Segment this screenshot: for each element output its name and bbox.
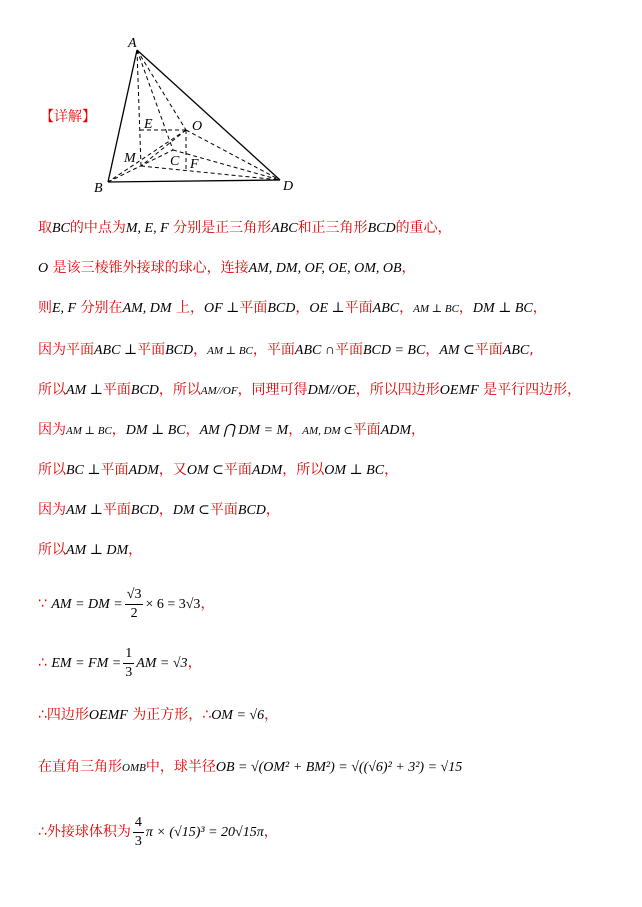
solution-line-12: ∴四边形OEMF 为正方形，∴OM = √6， [38,707,279,723]
point-label-d: D [283,179,294,194]
solution-line-13: 在直角三角形OMB中，球半径OB = √(OM² + BM²) = √((√6)² + 3²) = √15 [38,759,463,775]
solution-line-1: 取BC的中点为M, E, F 分别是正三角形ABC和正三角形BCD的重心， [38,220,452,236]
solution-label: 【详解】 [40,109,96,125]
solution-line-14: ∴外接球体积为 $\frac{4}{3}$ π × (√15)³ = 20√15π， [38,814,278,849]
solution-line-8: 因为AM ⊥平面BCD，DM ⊂平面BCD， [38,502,280,518]
fraction-four-thirds: $\frac{4}{3}$ [134,814,142,849]
solution-line-11: ∴ EM = FM = $\frac{1}{3}$ AM = √3， [38,645,202,680]
point-label-c: C [170,154,180,169]
point-label-b: B [94,181,103,195]
solution-line-10: ∵ AM = DM = $\frac{√3}{2}$ × 6 = 3√3， [38,586,215,621]
segment-am [137,50,141,166]
point-label-m: M [124,151,136,166]
solution-line-4: 因为平面ABC ⊥平面BCD，AM ⊥ BC，平面ABC ∩平面BCD = BC，AM ⊂平面ABC, [38,342,534,358]
solution-line-2: O 是该三棱锥外接球的球心，连接AM, DM, OF, OE, OM, OB， [38,260,416,276]
solution-line-6: 因为AM ⊥ BC，DM ⊥ BC，AM ⋂ DM = M，AM, DM ⊂平面ADM， [38,422,426,438]
point-label-e: E [144,117,153,132]
point-label-f: F [190,157,199,172]
edge-ad [137,50,280,180]
segment-dm [141,166,280,180]
fraction-one-third: $\frac{1}{3}$ [125,645,133,680]
edge-bd [108,180,280,182]
solution-line-9: 所以AM ⊥ DM， [38,542,143,558]
solution-line-3: 则E, F 分别在AM, DM 上，OF ⊥平面BCD，OE ⊥平面ABC，AM ⊥ BC，DM ⊥ BC， [38,300,547,316]
fraction-sqrt3-over-2: $\frac{√3}{2}$ [126,586,142,621]
point-label-a: A [128,36,137,51]
point-label-o: O [192,119,203,134]
solution-line-7: 所以BC ⊥平面ADM，又OM ⊂平面ADM，所以OM ⊥ BC， [38,462,399,478]
tetrahedron-figure [90,30,315,195]
solution-line-5: 所以AM ⊥平面BCD，所以AM//OF，同理可得DM//OE，所以四边形OEMF 是平行四边形， [38,382,582,398]
edge-bc [108,150,173,182]
